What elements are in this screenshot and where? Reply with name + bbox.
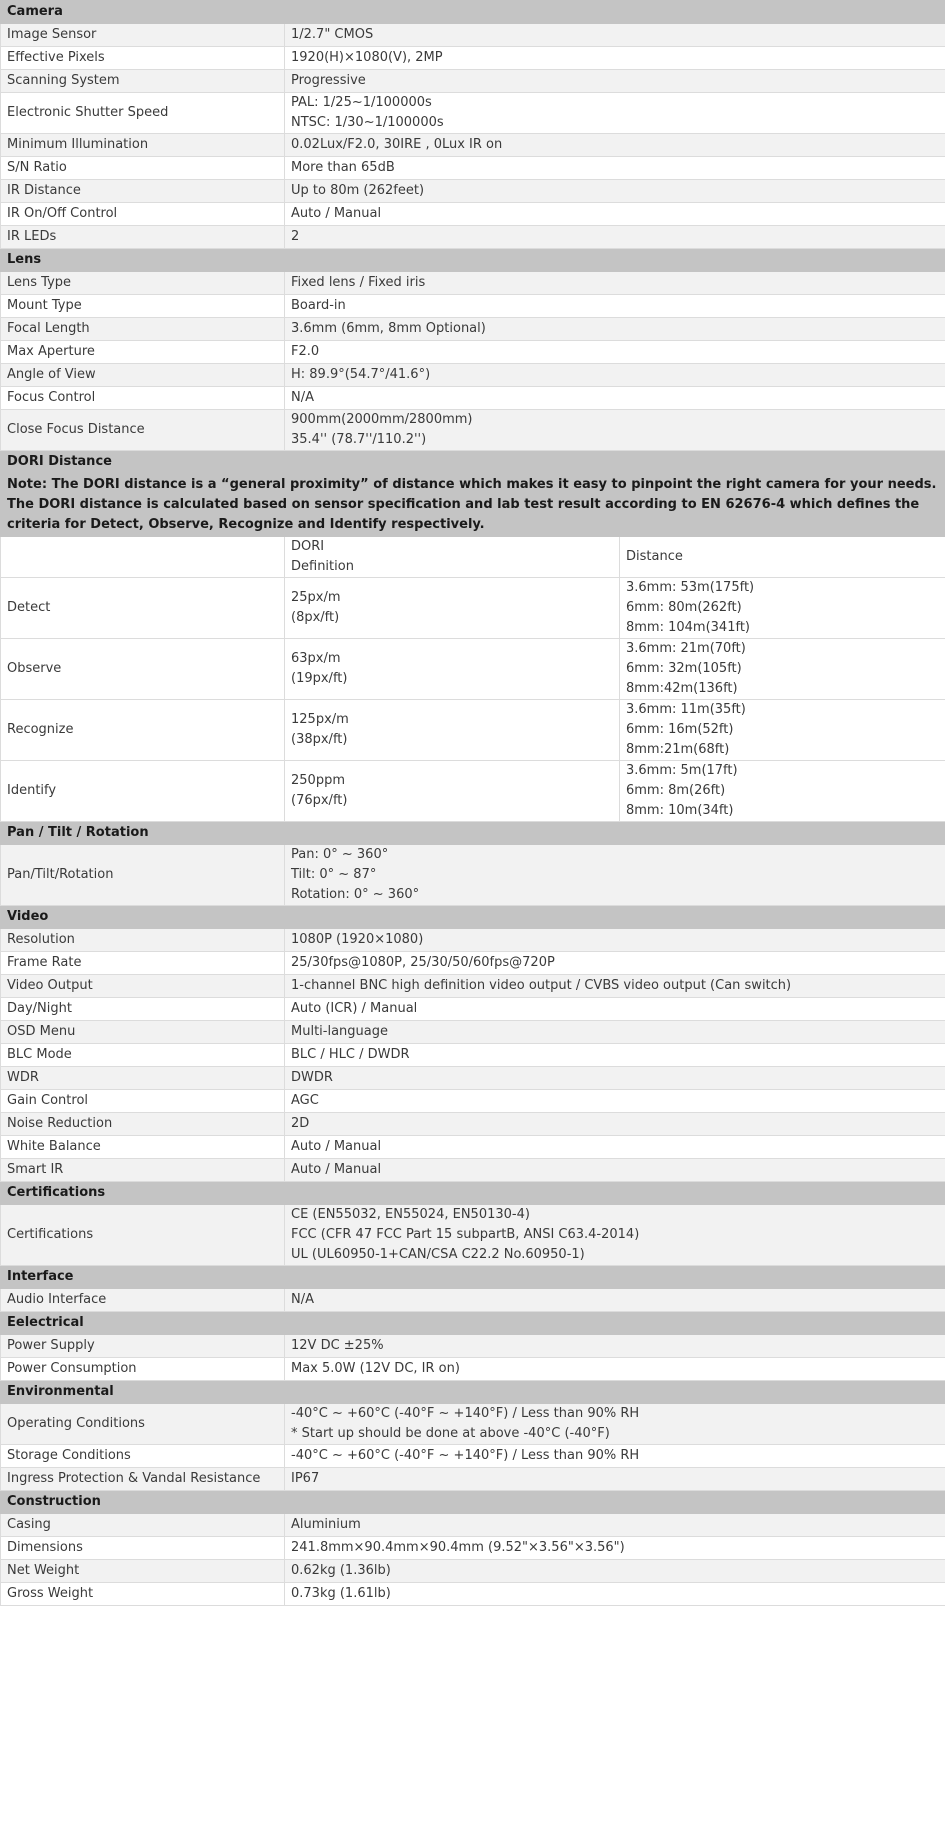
spec-value-line: PAL: 1/25~1/100000s [291,95,432,110]
spec-label: Gross Weight [1,1583,285,1606]
spec-value-line: 0.02Lux/F2.0, 30IRE , 0Lux IR on [291,137,503,152]
dori-distance-line: 8mm:21m(68ft) [626,742,730,757]
spec-value-line: 3.6mm (6mm, 8mm Optional) [291,321,486,336]
spec-value [285,1159,945,1182]
spec-label: Operating Conditions [1,1404,285,1445]
dori-definition-line: 25px/m [291,590,341,605]
spec-row-operating-conditions [1,1404,945,1445]
spec-value [285,1445,945,1468]
dori-header-definition-line: Definition [291,559,354,574]
section-header-interface [1,1266,945,1289]
spec-row-storage-conditions [1,1445,945,1468]
spec-row-noise-reduction [1,1113,945,1136]
spec-label: Ingress Protection & Vandal Resistance [1,1468,285,1491]
spec-row-lens-type [1,272,945,295]
section-header-lens [1,249,945,272]
dori-distance [620,761,945,822]
spec-label: Electronic Shutter Speed [1,93,285,134]
spec-value [285,93,945,134]
spec-label: Lens Type [1,272,285,295]
spec-label: Focal Length [1,318,285,341]
section-title: Camera [1,1,945,24]
dori-row-identify [1,761,945,822]
section-title: Pan / Tilt / Rotation [1,822,945,845]
spec-row-gain-control [1,1090,945,1113]
dori-distance-line: 6mm: 8m(26ft) [626,783,726,798]
spec-value [285,929,945,952]
spec-value [285,47,945,70]
dori-distance-line: 6mm: 32m(105ft) [626,661,742,676]
spec-label: Day/Night [1,998,285,1021]
spec-row-s-n-ratio [1,157,945,180]
spec-label: Smart IR [1,1159,285,1182]
spec-label: Observe [1,639,285,700]
spec-value-line: FCC (CFR 47 FCC Part 15 subpartB, ANSI C63.4-2014) [291,1227,640,1242]
section-header-construction [1,1491,945,1514]
dori-row-observe [1,639,945,700]
spec-value-line: NTSC: 1/30~1/100000s [291,115,444,130]
spec-label: White Balance [1,1136,285,1159]
spec-row-focal-length [1,318,945,341]
section-title: Certifications [1,1182,945,1205]
section-header-pan-tilt-rotation [1,822,945,845]
spec-value-line: -40°C ~ +60°C (-40°F ~ +140°F) / Less than 90% RH [291,1406,640,1421]
dori-note [1,474,945,537]
spec-label: Angle of View [1,364,285,387]
spec-row-certifications [1,1205,945,1266]
spec-value [285,410,945,451]
dori-header-distance-line: Distance [626,549,683,564]
spec-value [285,157,945,180]
dori-definition [285,578,620,639]
spec-label: S/N Ratio [1,157,285,180]
spec-label: BLC Mode [1,1044,285,1067]
dori-distance-line: 3.6mm: 53m(175ft) [626,580,755,595]
spec-label: Image Sensor [1,24,285,47]
dori-distance-line: 6mm: 16m(52ft) [626,722,734,737]
spec-row-ir-on-off-control [1,203,945,226]
spec-label: Identify [1,761,285,822]
dori-distance-line: 6mm: 80m(262ft) [626,600,742,615]
spec-value-line: Up to 80m (262feet) [291,183,425,198]
spec-row-video-output [1,975,945,998]
section-title: Interface [1,1266,945,1289]
dori-header-row [1,537,945,578]
spec-row-ingress-protection-vandal-resistance [1,1468,945,1491]
dori-distance [620,700,945,761]
spec-value [285,1468,945,1491]
spec-row-smart-ir [1,1159,945,1182]
spec-label: Recognize [1,700,285,761]
spec-value-line: UL (UL60950-1+CAN/CSA C22.2 No.60950-1) [291,1247,585,1262]
spec-value-line: Multi-language [291,1024,388,1039]
spec-row-close-focus-distance [1,410,945,451]
spec-value [285,1583,945,1606]
dori-definition-line: 63px/m [291,651,341,666]
spec-value [285,1514,945,1537]
spec-value [285,1136,945,1159]
spec-value [285,1113,945,1136]
spec-label: Audio Interface [1,1289,285,1312]
dori-row-recognize [1,700,945,761]
spec-value [285,203,945,226]
spec-value-line: 2 [291,229,300,244]
dori-definition [285,700,620,761]
spec-value [285,226,945,249]
dori-row-detect [1,578,945,639]
spec-label: Mount Type [1,295,285,318]
spec-value [285,1560,945,1583]
spec-value [285,272,945,295]
spec-value-line: 241.8mm×90.4mm×90.4mm (9.52"×3.56"×3.56") [291,1540,625,1555]
spec-value-line: More than 65dB [291,160,395,175]
spec-value-line: 1-channel BNC high definition video output / CVBS video output (Can switch) [291,978,792,993]
spec-row-electronic-shutter-speed [1,93,945,134]
spec-row-ir-distance [1,180,945,203]
spec-label: Net Weight [1,1560,285,1583]
spec-label: Detect [1,578,285,639]
spec-row-osd-menu [1,1021,945,1044]
spec-value [285,1537,945,1560]
spec-value [285,1358,945,1381]
spec-label: Resolution [1,929,285,952]
spec-value-line: CE (EN55032, EN55024, EN50130-4) [291,1207,530,1222]
spec-label: IR Distance [1,180,285,203]
spec-label: Certifications [1,1205,285,1266]
spec-label: Casing [1,1514,285,1537]
spec-value-line: Auto (ICR) / Manual [291,1001,418,1016]
spec-row-mount-type [1,295,945,318]
section-title: Lens [1,249,945,272]
spec-value-line: * Start up should be done at above -40°C (-40°F) [291,1426,610,1441]
spec-row-day-night [1,998,945,1021]
spec-label: Effective Pixels [1,47,285,70]
spec-value-line: 0.73kg (1.61lb) [291,1586,391,1601]
spec-value-line: Pan: 0° ~ 360° [291,847,389,862]
spec-label: IR LEDs [1,226,285,249]
spec-value [285,975,945,998]
spec-label: Storage Conditions [1,1445,285,1468]
spec-value-line: Auto / Manual [291,206,382,221]
spec-value [285,341,945,364]
dori-definition-line: (19px/ft) [291,671,348,686]
spec-value-line: 1920(H)×1080(V), 2MP [291,50,443,65]
spec-value-line: Tilt: 0° ~ 87° [291,867,377,882]
spec-value-line: N/A [291,390,314,405]
spec-label: Power Consumption [1,1358,285,1381]
dori-distance-line: 8mm: 10m(34ft) [626,803,734,818]
spec-value [285,1090,945,1113]
dori-definition-line: (8px/ft) [291,610,340,625]
spec-label: OSD Menu [1,1021,285,1044]
section-title: Environmental [1,1381,945,1404]
spec-value-line: Max 5.0W (12V DC, IR on) [291,1361,460,1376]
spec-value-line: 900mm(2000mm/2800mm) [291,412,473,427]
spec-value [285,952,945,975]
spec-row-net-weight [1,1560,945,1583]
spec-row-pan-tilt-rotation [1,845,945,906]
spec-value [285,295,945,318]
spec-value [285,318,945,341]
section-header-eelectrical [1,1312,945,1335]
spec-value [285,1021,945,1044]
section-header-camera [1,1,945,24]
spec-row-minimum-illumination [1,134,945,157]
spec-value-line: N/A [291,1292,314,1307]
spec-value-line: BLC / HLC / DWDR [291,1047,410,1062]
spec-row-audio-interface [1,1289,945,1312]
dori-header-definition-line: DORI [291,539,325,554]
spec-value-line: 1080P (1920×1080) [291,932,424,947]
spec-row-effective-pixels [1,47,945,70]
spec-value [285,134,945,157]
spec-label: Close Focus Distance [1,410,285,451]
spec-label: Gain Control [1,1090,285,1113]
spec-value-line: 12V DC ±25% [291,1338,384,1353]
spec-value-line: 25/30fps@1080P, 25/30/50/60fps@720P [291,955,555,970]
spec-value-line: 1/2.7" CMOS [291,27,374,42]
section-title: Construction [1,1491,945,1514]
spec-value [285,998,945,1021]
spec-row-resolution [1,929,945,952]
spec-value [285,1335,945,1358]
spec-row-ir-leds [1,226,945,249]
spec-value-line: H: 89.9°(54.7°/41.6°) [291,367,431,382]
spec-value [285,70,945,93]
spec-value-line: Fixed lens / Fixed iris [291,275,426,290]
spec-label: Noise Reduction [1,1113,285,1136]
spec-value-line: F2.0 [291,344,320,359]
dori-distance [620,578,945,639]
dori-definition-line: 125px/m [291,712,349,727]
spec-row-angle-of-view [1,364,945,387]
spec-row-frame-rate [1,952,945,975]
dori-distance-line: 8mm:42m(136ft) [626,681,738,696]
spec-label: Pan/Tilt/Rotation [1,845,285,906]
dori-distance-line: 3.6mm: 5m(17ft) [626,763,738,778]
dori-definition [285,639,620,700]
dori-definition-line: (76px/ft) [291,793,348,808]
dori-distance-line: 3.6mm: 21m(70ft) [626,641,746,656]
spec-value-line: Board-in [291,298,346,313]
spec-label: Power Supply [1,1335,285,1358]
spec-label: WDR [1,1067,285,1090]
spec-row-dimensions [1,1537,945,1560]
spec-label: Frame Rate [1,952,285,975]
spec-value-line: IP67 [291,1471,320,1486]
spec-value-line: DWDR [291,1070,333,1085]
dori-note-text: Note: The DORI distance is a “general proximity” of distance which makes it easy to pinpoint the right camera for your needs. The DORI distance is calculated based on sensor specification and lab test result according to EN 62676-4 which defines the criteria for Detect, Observe, Recognize and Identify respectively. [1,474,945,537]
spec-value [285,1205,945,1266]
spec-row-wdr [1,1067,945,1090]
dori-definition-line: (38px/ft) [291,732,348,747]
spec-value-line: Auto / Manual [291,1162,382,1177]
spec-value [285,180,945,203]
spec-row-white-balance [1,1136,945,1159]
spec-label: Scanning System [1,70,285,93]
spec-row-scanning-system [1,70,945,93]
spec-value [285,845,945,906]
dori-definition-line: 250ppm [291,773,345,788]
spec-value [285,1289,945,1312]
spec-label: IR On/Off Control [1,203,285,226]
spec-value-line: Aluminium [291,1517,361,1532]
spec-value [285,1067,945,1090]
spec-value-line: Rotation: 0° ~ 360° [291,887,420,902]
spec-label: Minimum Illumination [1,134,285,157]
spec-row-power-supply [1,1335,945,1358]
spec-value-line: 35.4'' (78.7''/110.2'') [291,432,427,447]
spec-row-power-consumption [1,1358,945,1381]
spec-row-focus-control [1,387,945,410]
section-header-dori-distance [1,451,945,474]
dori-header-definition [285,537,620,578]
spec-value [285,1404,945,1445]
section-header-video [1,906,945,929]
dori-distance [620,639,945,700]
spec-label: Dimensions [1,1537,285,1560]
spec-value-line: -40°C ~ +60°C (-40°F ~ +140°F) / Less than 90% RH [291,1448,640,1463]
spec-value [285,387,945,410]
spec-row-max-aperture [1,341,945,364]
dori-distance-line: 3.6mm: 11m(35ft) [626,702,746,717]
spec-row-casing [1,1514,945,1537]
section-header-environmental [1,1381,945,1404]
spec-value-line: 0.62kg (1.36lb) [291,1563,391,1578]
spec-value-line: 2D [291,1116,310,1131]
spec-row-blc-mode [1,1044,945,1067]
spec-value-line: AGC [291,1093,319,1108]
spec-label: Focus Control [1,387,285,410]
spec-value [285,1044,945,1067]
spec-value-line: Auto / Manual [291,1139,382,1154]
section-header-certifications [1,1182,945,1205]
spec-value [285,24,945,47]
dori-header-distance [620,537,945,578]
spec-value [285,364,945,387]
spec-label: Video Output [1,975,285,998]
spec-row-image-sensor [1,24,945,47]
section-title: Eelectrical [1,1312,945,1335]
dori-definition [285,761,620,822]
spec-value-line: Progressive [291,73,366,88]
section-title: Video [1,906,945,929]
section-title: DORI Distance [1,451,945,474]
dori-header-label [1,537,285,578]
spec-row-gross-weight [1,1583,945,1606]
spec-label: Max Aperture [1,341,285,364]
dori-distance-line: 8mm: 104m(341ft) [626,620,750,635]
